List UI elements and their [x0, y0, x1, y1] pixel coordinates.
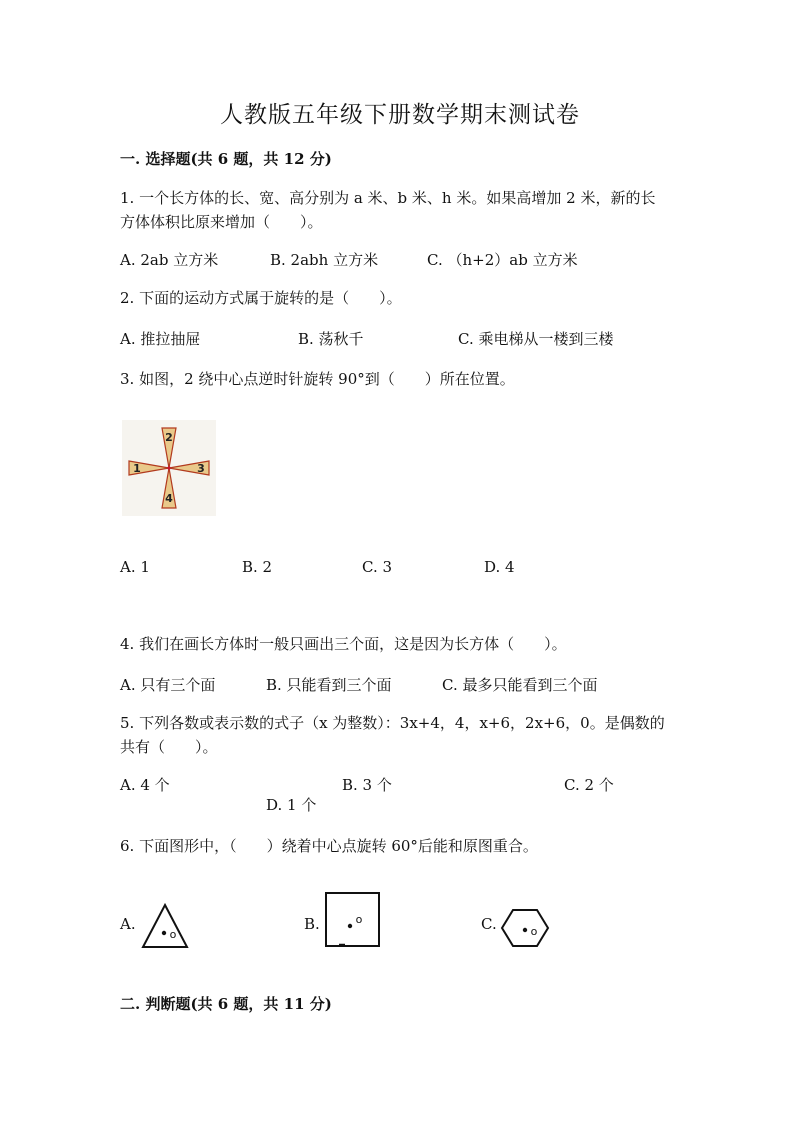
question-1-option-c: C. （h+2）ab 立方米 — [427, 251, 578, 269]
question-5-line-1: 5. 下列各数或表示数的式子（x 为整数）：3x+4，4，x+6，2x+6，0。是偶数的 — [120, 714, 665, 732]
section-heading-true-false: 二. 判断题(共 6 题，共 11 分) — [120, 995, 332, 1013]
hexagon-dot — [523, 928, 527, 932]
question-2-option-b: B. 荡秋千 — [298, 330, 364, 348]
question-5-option-a: A. 4 个 — [120, 776, 170, 794]
question-1-option-b: B. 2abh 立方米 — [270, 251, 379, 269]
blade-label-2: 2 — [165, 431, 173, 444]
question-3-option-b: B. 2 — [242, 558, 273, 576]
blade-label-1: 1 — [133, 462, 141, 475]
question-4-option-b: B. 只能看到三个面 — [266, 676, 392, 694]
question-3-text: 3. 如图，2 绕中心点逆时针旋转 90°到（ ）所在位置。 — [120, 370, 515, 388]
question-4-option-c: C. 最多只能看到三个面 — [442, 676, 598, 694]
question-5-option-d: D. 1 个 — [266, 796, 317, 814]
square-outline — [326, 893, 379, 946]
question-6-option-c-label: C. — [481, 915, 497, 933]
question-2-option-c: C. 乘电梯从一楼到三楼 — [458, 330, 614, 348]
center-point — [167, 466, 170, 469]
triangle-outline — [143, 905, 187, 947]
question-5-line-2: 共有（ ）。 — [120, 738, 218, 756]
square-shape — [322, 890, 382, 948]
square-dot — [348, 924, 352, 928]
hexagon-shape — [498, 905, 552, 951]
question-1-line-2: 方体体积比原来增加（ ）。 — [120, 213, 323, 231]
question-6-option-b-label: B. — [304, 915, 320, 933]
question-2-option-a: A. 推拉抽屉 — [120, 330, 201, 348]
question-6-text: 6. 下面图形中，（ ）绕着中心点旋转 60°后能和原图重合。 — [120, 837, 538, 855]
triangle-shape — [140, 900, 190, 950]
question-5-option-b: B. 3 个 — [342, 776, 392, 794]
question-4-option-a: A. 只有三个面 — [120, 676, 216, 694]
page-title: 人教版五年级下册数学期末测试卷 — [220, 102, 580, 128]
question-3-option-c: C. 3 — [362, 558, 393, 576]
triangle-dot — [162, 931, 166, 935]
pinwheel-figure — [122, 420, 216, 516]
question-5-option-c: C. 2 个 — [564, 776, 614, 794]
question-4-text: 4. 我们在画长方体时一般只画出三个面，这是因为长方体（ ）。 — [120, 635, 567, 653]
question-6-option-a-label: A. — [120, 915, 136, 933]
question-2-text: 2. 下面的运动方式属于旋转的是（ ）。 — [120, 289, 402, 307]
blade-label-3: 3 — [197, 462, 205, 475]
question-1-line-1: 1. 一个长方体的长、宽、高分别为 a 米、b 米、h 米。如果高增加 2 米，新的长 — [120, 189, 656, 207]
question-3-option-a: A. 1 — [120, 558, 150, 576]
triangle-o-label: o — [169, 928, 177, 941]
hexagon-o-label: o — [530, 925, 538, 938]
square-o-label: o — [355, 913, 363, 926]
question-3-option-d: D. 4 — [484, 558, 515, 576]
section-heading-choice: 一. 选择题(共 6 题，共 12 分) — [120, 150, 332, 168]
blade-label-4: 4 — [165, 492, 173, 505]
question-1-option-a: A. 2ab 立方米 — [120, 251, 219, 269]
